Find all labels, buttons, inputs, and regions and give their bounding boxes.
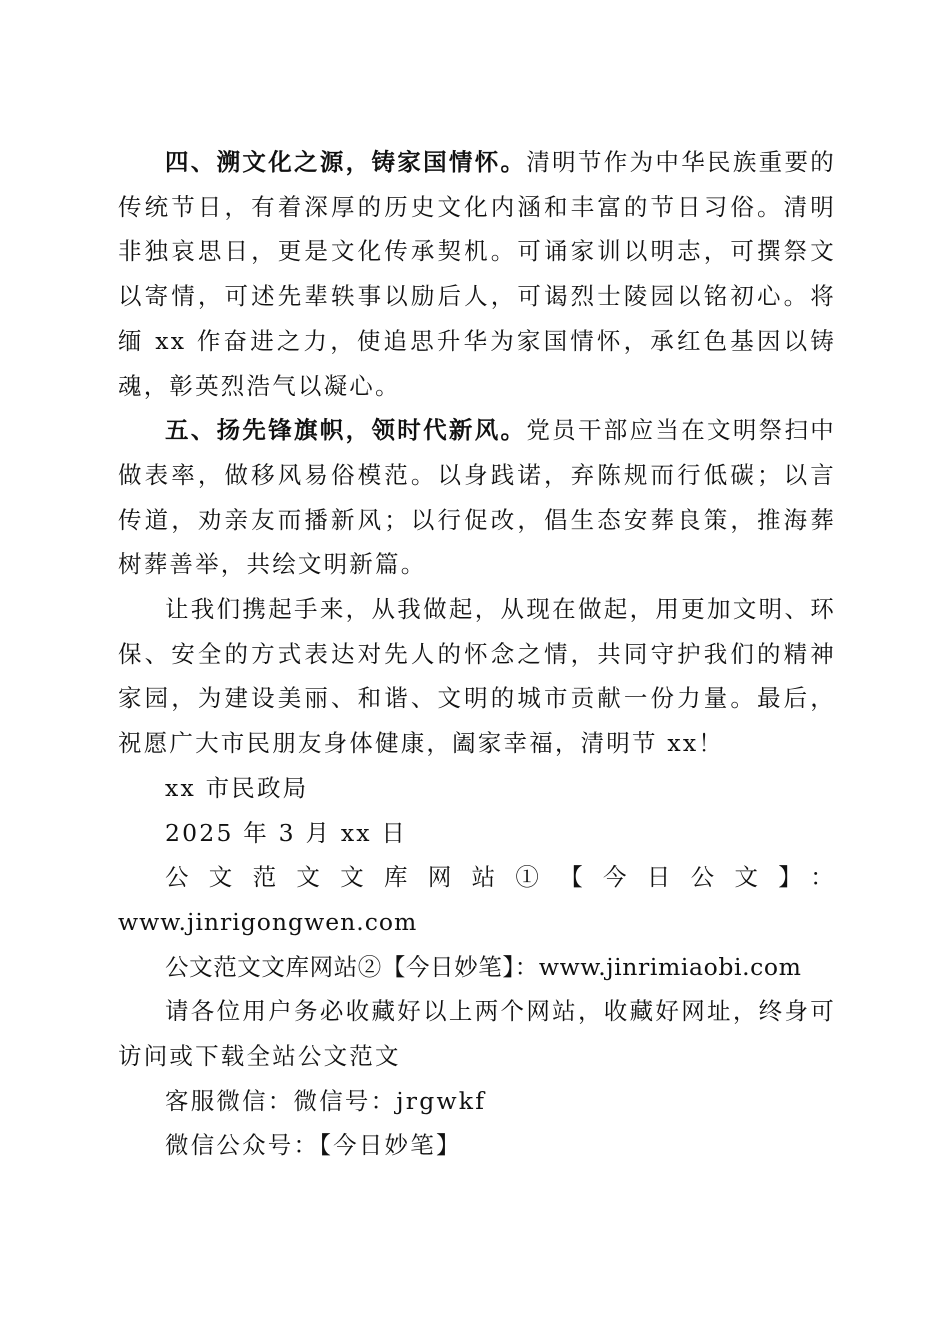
document-page: [118, 140, 836, 1168]
site-1-url[interactable]: www.jinrigongwen.com: [118, 907, 418, 936]
site-1-label: 公文范文文库网站①【今日公文】：: [165, 863, 836, 892]
section-5-paragraph: [118, 408, 836, 587]
site-2-url[interactable]: www.jinrimiaobi.com: [538, 952, 802, 981]
wechat-official-account: 微信公众号：【今日妙笔】: [165, 1131, 462, 1160]
section-5-body: 党员干部应当在文明祭扫中做表率，做移风易俗模范。以身践诺，弃陈规而行低碳；以言传道，劝亲友而播新风；以行促改，倡生态安葬良策，推海葬树葬善举，共绘文明新篇。: [118, 416, 836, 579]
section-4-paragraph: [118, 140, 836, 408]
section-5-heading: 五、扬先锋旗帜，领时代新风。: [165, 416, 527, 445]
site-2-line: [118, 945, 836, 990]
closing-paragraph: 让我们携起手来，从我做起，从现在做起，用更加文明、环保、安全的方式表达对先人的怀念之情，共同守护我们的精神家园，为建设美丽、和谐、文明的城市贡献一份力量。最后，祝愿广大市民朋友身体健康，阖家幸福，清明节 xx！: [118, 595, 836, 758]
section-4-heading: 四、溯文化之源，铸家国情怀。: [165, 148, 527, 176]
section-4-body: 清明节作为中华民族重要的传统节日，有着深厚的历史文化内涵和丰富的节日习俗。清明非独哀思日，更是文化传承契机。可诵家训以明志，可撰祭文以寄情，可述先辈轶事以励后人，可谒烈士陵园以铭初心。将缅 xx 作奋进之力，使追思升华为家国情怀，承红色基因以铸魂，彰英烈浩气以凝心。: [118, 148, 836, 400]
site-2-label: 公文范文文库网站②【今日妙笔】：: [165, 952, 539, 981]
signature-org: xx 市民政局: [165, 773, 309, 802]
signature-date: 2025 年 3 月 xx 日: [165, 818, 408, 847]
wechat-service: 客服微信：微信号：jrgwkf: [165, 1086, 487, 1115]
bookmark-notice: 请各位用户务必收藏好以上两个网站，收藏好网址，终身可访问或下载全站公文范文: [118, 997, 836, 1071]
